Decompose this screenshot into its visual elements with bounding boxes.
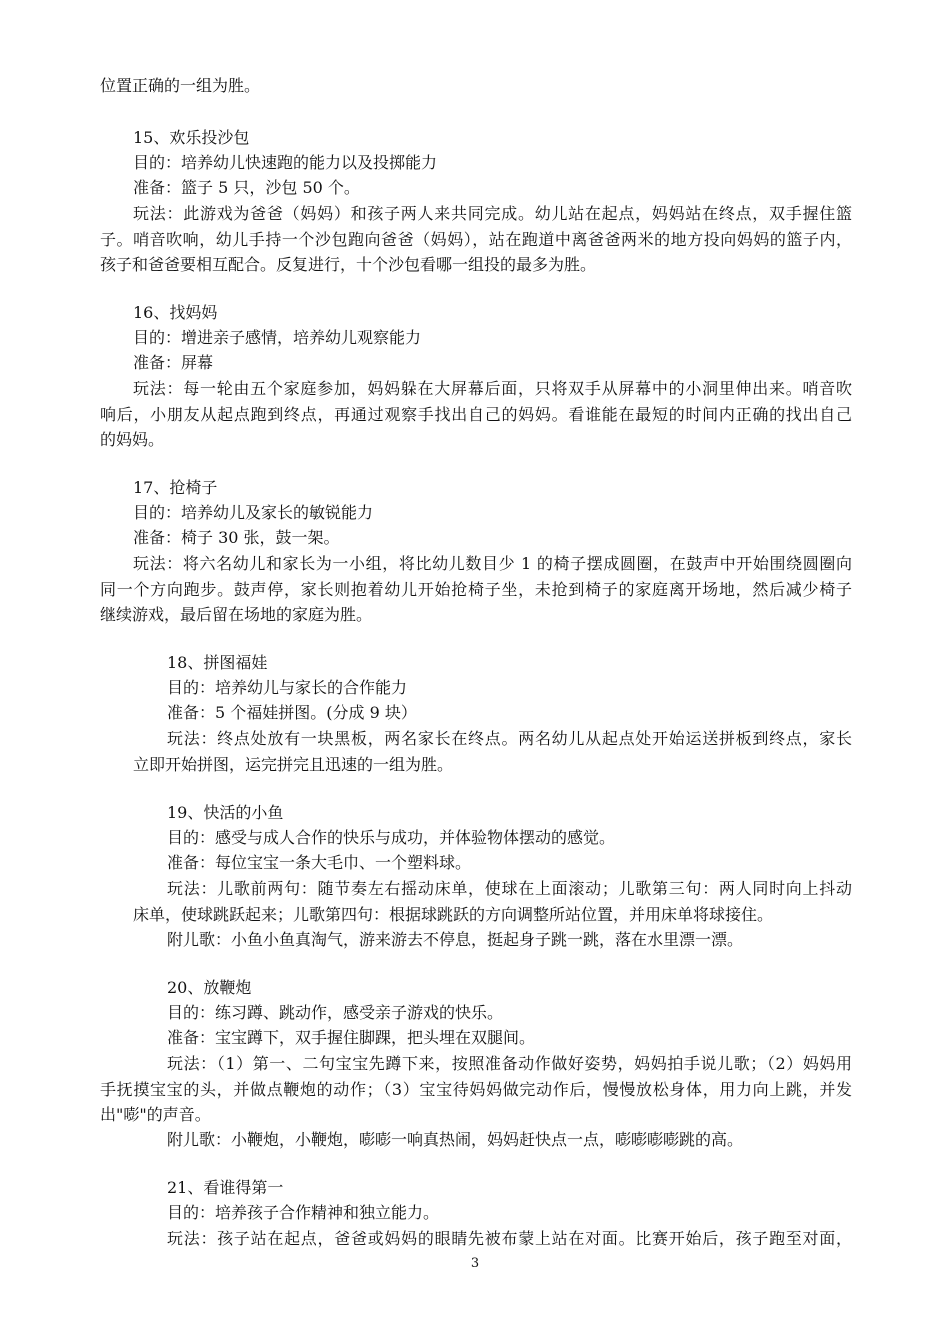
item-18-prep: 准备：5 个福娃拼图。(分成 9 块） [167,703,417,722]
item-17-play-line-3: 继续游戏，最后留在场地的家庭为胜。 [100,605,373,624]
item-21-play-line-1: 玩法：孩子站在起点，爸爸或妈妈的眼睛先被布蒙上站在对面。比赛开始后，孩子跑至对面， [167,1229,852,1248]
item-20-play-line-2: 手抚摸宝宝的头，并做点鞭炮的动作；（3）宝宝待妈妈做完动作后，慢慢放松身体，用力向上跳，并发 [100,1080,852,1099]
item-16-play-line-2: 响后，小朋友从起点跑到终点，再通过观察手找出自己的妈妈。看谁能在最短的时间内正确的找出自己 [100,405,852,424]
item-19-play-line-2: 床单，使球跳跃起来；儿歌第四句：根据球跳跃的方向调整所站位置，并用床单将球接住。 [133,905,774,924]
item-17-purpose: 目的：培养幼儿及家长的敏锐能力 [133,503,374,522]
item-19-title: 19、快活的小鱼 [167,803,284,822]
item-20-rhyme: 附儿歌：小鞭炮，小鞭炮，嘭嘭一响真热闹，妈妈赶快点一点，嘭嘭嘭嘭跳的高。 [167,1130,744,1149]
item-15-title: 15、欢乐投沙包 [133,128,250,147]
item-16-play-line-1: 玩法：每一轮由五个家庭参加，妈妈躲在大屏幕后面，只将双手从屏幕中的小洞里伸出来。哨音吹 [133,379,852,398]
intro-line: 位置正确的一组为胜。 [100,76,261,95]
item-16-play-line-3: 的妈妈。 [100,430,165,449]
item-19-prep: 准备：每位宝宝一条大毛巾、一个塑料球。 [167,853,472,872]
item-20-title: 20、放鞭炮 [167,978,252,997]
item-21-purpose: 目的：培养孩子合作精神和独立能力。 [167,1203,440,1222]
item-16-purpose: 目的：增进亲子感情，培养幼儿观察能力 [133,328,422,347]
item-18-purpose: 目的：培养幼儿与家长的合作能力 [167,678,408,697]
item-19-rhyme: 附儿歌：小鱼小鱼真淘气，游来游去不停息，挺起身子跳一跳，落在水里漂一漂。 [167,930,744,949]
item-16-prep: 准备：屏幕 [133,353,214,372]
item-18-play-line-1: 玩法：终点处放有一块黑板，两名家长在终点。两名幼儿从起点处开始运送拼板到终点，家长 [167,729,852,748]
item-15-play-line-3: 孩子和爸爸要相互配合。反复进行，十个沙包看哪一组投的最多为胜。 [100,255,597,274]
item-17-title: 17、抢椅子 [133,478,218,497]
item-15-play-line-2: 子。哨音吹响，幼儿手持一个沙包跑向爸爸（妈妈），站在跑道中离爸爸两米的地方投向妈妈的篮子内， [100,230,852,249]
item-18-title: 18、拼图福娃 [167,653,268,672]
item-15-play-line-1: 玩法：此游戏为爸爸（妈妈）和孩子两人来共同完成。幼儿站在起点，妈妈站在终点，双手握住篮 [133,204,852,223]
item-16-title: 16、找妈妈 [133,303,218,322]
item-20-purpose: 目的：练习蹲、跳动作，感受亲子游戏的快乐。 [167,1003,504,1022]
page-number: 3 [470,1256,480,1271]
item-20-play-line-1: 玩法：（1）第一、二句宝宝先蹲下来，按照准备动作做好姿势，妈妈拍手说儿歌；（2）妈妈用 [167,1054,852,1073]
item-20-prep: 准备：宝宝蹲下，双手握住脚踝，把头埋在双腿间。 [167,1028,536,1047]
item-20-play-line-3: 出"嘭"的声音。 [100,1105,211,1124]
item-19-purpose: 目的：感受与成人合作的快乐与成功，并体验物体摆动的感觉。 [167,828,616,847]
item-15-prep: 准备：篮子 5 只，沙包 50 个。 [133,178,360,197]
item-17-play-line-1: 玩法：将六名幼儿和家长为一小组，将比幼儿数目少 1 的椅子摆成圆圈，在鼓声中开始围绕圆圈向 [133,554,852,573]
item-21-title: 21、看谁得第一 [167,1178,284,1197]
item-19-play-line-1: 玩法：儿歌前两句：随节奏左右摇动床单，使球在上面滚动；儿歌第三句：两人同时向上抖动 [167,879,852,898]
item-17-prep: 准备：椅子 30 张，鼓一架。 [133,528,340,547]
item-18-play-line-2: 立即开始拼图，运完拼完且迅速的一组为胜。 [133,755,454,774]
item-17-play-line-2: 同一个方向跑步。鼓声停，家长则抱着幼儿开始抢椅子坐，未抢到椅子的家庭离开场地，然后减少椅子 [100,580,852,599]
item-15-purpose: 目的：培养幼儿快速跑的能力以及投掷能力 [133,153,438,172]
